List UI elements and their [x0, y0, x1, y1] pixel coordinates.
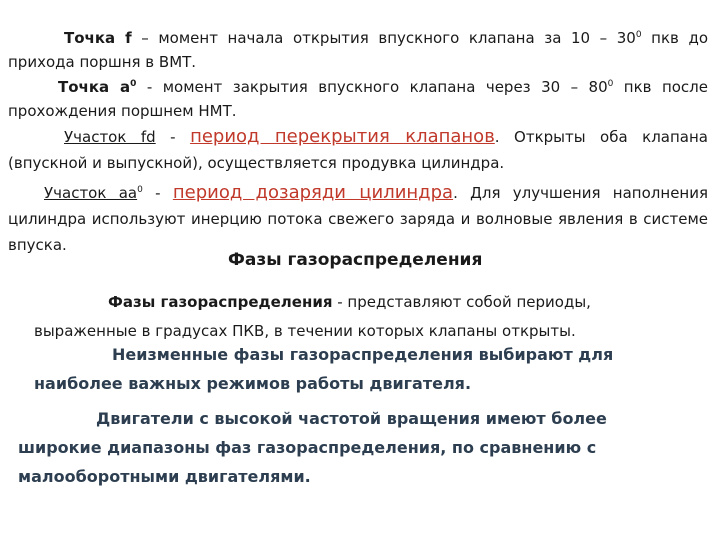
degree-sup: 0 — [635, 30, 642, 40]
paragraph-section-fd — [8, 124, 708, 176]
paragraph-phases-definition — [34, 288, 694, 346]
term-sup: 0 — [137, 185, 143, 195]
paragraph-point-a0 — [8, 75, 708, 123]
paragraph-high-speed-engines — [18, 404, 690, 491]
term-sup: 0 — [130, 79, 137, 89]
term-phases: Фазы газораспределения — [108, 293, 333, 311]
text: . Для улучшения наполнения цилиндра используют инерцию потока свежего заряда и волновые явления в системе впуска. — [8, 184, 708, 254]
paragraph-fixed-phases — [34, 340, 694, 398]
dash: - — [155, 128, 191, 146]
text: - момент закрытия впускного клапана через 30 – 80 — [136, 78, 608, 96]
text: . Открыты оба клапана (впускной и выпускной), осуществляется продувка цилиндра. — [8, 128, 708, 172]
term-point-f: Точка f — [64, 29, 132, 47]
term-point-a0: Точка a — [58, 78, 131, 96]
recharge-period-highlight: период дозаряди цилиндра — [172, 182, 454, 203]
text: пкв до прихода поршня в ВМТ. — [8, 29, 708, 71]
text: Неизменные фазы газораспределения выбирают для наиболее важных режимов работы двигателя. — [34, 345, 614, 393]
term-section-aa0: Участок aa — [44, 184, 138, 202]
dash: - — [142, 184, 173, 202]
paragraph-point-f — [8, 26, 708, 74]
text: Двигатели с высокой частотой вращения имеют более широкие диапазоны фаз газораспределения, по сравнению с малооборотными двигателями. — [18, 409, 607, 486]
text: - представляют собой периоды, выраженные в градусах ПКВ, в течении которых клапаны открыты. — [34, 293, 591, 340]
paragraph-section-aa0 — [8, 180, 708, 258]
section-heading: Фазы газораспределения — [228, 250, 483, 270]
degree-sup: 0 — [607, 79, 614, 89]
text: – момент начала открытия впускного клапана за 10 – 30 — [131, 29, 636, 47]
term-section-fd: Участок fd — [64, 128, 156, 146]
text: пкв после прохождения поршнем НМТ. — [8, 78, 708, 120]
overlap-period-highlight: период перекрытия клапанов — [190, 126, 495, 147]
